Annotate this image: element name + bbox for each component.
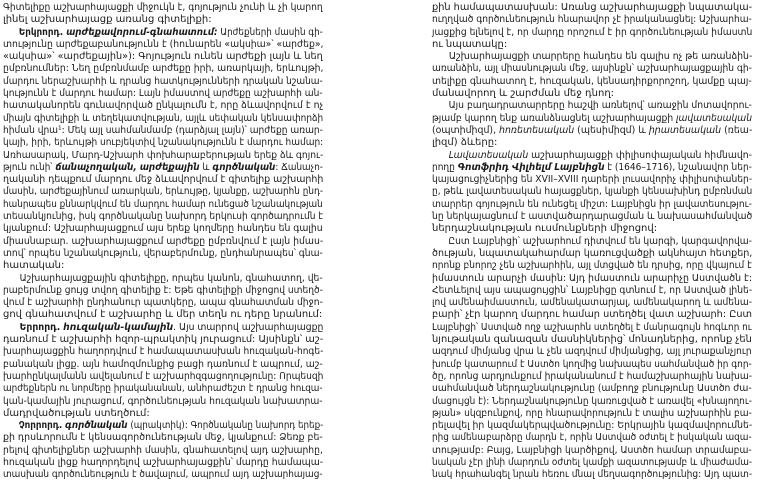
emphasized-text: լավատեսական	[676, 112, 753, 124]
text-run: և	[199, 161, 213, 173]
text-run: Առհասարակ, Մարդ-Աշխարհ փոխհարաբերության երեք ձև գոյու-	[3, 149, 324, 161]
text-line	[432, 395, 752, 408]
text-line	[3, 309, 323, 321]
text-line	[3, 395, 323, 408]
text-line	[3, 38, 324, 51]
text-run: «ակսիա»՝ «արժեքային»): Գոյություն ունեն արժեքի լայն և նեղ	[3, 51, 323, 63]
text-run: հատականորեն գունավորված ընկալումն է, որը ձևավորվում է ոչ	[3, 100, 324, 112]
text-run: հուզական լիցք հաղորդելով աշխարհայացքին՝ մարդը համապա-	[3, 456, 324, 468]
text-run: . Այս տարրով աշխարհայացքը	[173, 321, 324, 333]
text-line	[3, 235, 324, 248]
text-line	[3, 211, 324, 223]
text-line	[432, 174, 753, 186]
text-line	[432, 26, 753, 39]
text-run: րողը	[432, 161, 458, 173]
emphasized-text: հոռետեսական	[499, 124, 575, 136]
text-line	[432, 284, 753, 297]
text-run: րելով գիտելիքներ աշխարհի մասին, գնահատելով այդ աշխարհը,	[3, 444, 323, 456]
emphasized-text: Լավատեսական	[448, 149, 529, 161]
right-text-column	[432, 2, 752, 482]
text-line	[3, 432, 323, 444]
text-line	[432, 321, 752, 334]
text-run: ը, թեև լավատեսական հայացքներ, կյանքի կենսախինդ ըմբռնման	[432, 186, 753, 198]
text-run: միասնաբար. աշխարհայացքում արժեքը ըմբռնվում է լայն իմաս-	[3, 235, 324, 247]
text-run: մանավորող և շարժման մեջ դնող:	[432, 88, 615, 100]
text-line	[3, 260, 323, 272]
text-run: տեսանկյունից, իսկ գործնականը նախորդ երկուսի գործադրումն է	[3, 211, 324, 223]
text-line	[432, 2, 753, 14]
text-line	[3, 161, 323, 174]
text-run: հանրապես քննարկվում են մարդու համար ունեցած նշանակության	[3, 198, 323, 210]
text-line	[432, 432, 752, 444]
text-run: լիզմ) ձևերը:	[432, 137, 498, 149]
text-run: (օպտիմիզմ),	[432, 124, 500, 136]
emphasized-text: իրատեսական	[648, 124, 722, 136]
text-run: րաբերմունք ցույց տվող գիտելիք է: Եթե գիտելիքի միջոցով ստեղծ-	[3, 284, 323, 296]
emphasized-text: Գոտֆրիդ Վիլհելմ Լայբնիցն	[457, 161, 605, 173]
text-run: մասին, արժեքայինում առարկան, երևույթը, կյանքը, աշխարհն ընդ-	[3, 186, 324, 198]
text-run: Այս բաղադրատարրերը հաշվի առնելով՝ առաջին մոտավորու-	[448, 100, 752, 112]
text-run: քին համապատասխան: Առանց աշխարհայացքի նպատակա-	[432, 2, 753, 13]
text-run: աշխարհայացքի փիլիսոփայական հիմնավո-	[528, 149, 752, 161]
text-line	[3, 75, 323, 88]
text-line	[432, 124, 753, 137]
text-line	[432, 370, 753, 383]
text-run: խարհայացքին հաղորդվում է համապատասխան հուզական-հոգե-	[3, 346, 324, 358]
text-run: ծության, նպատակահարմար կառուցվածքի ակնհայտ հետքեր,	[432, 247, 753, 259]
text-line	[3, 456, 324, 469]
text-line	[432, 297, 753, 309]
text-run: Ըստ Լայբնիցի՝ աշխարհում դիտվում են կարգի, կարգավորվա-	[448, 235, 752, 247]
text-run: նյութական զանազան մասնիկներից՝ մոնադներից, որոնք չեն	[432, 334, 752, 346]
left-text-column	[3, 2, 323, 482]
text-line	[432, 420, 753, 432]
text-run: յացքից ելնելով է, որ մարդը որոշում է իր գործունեության իմաստն	[432, 26, 753, 38]
text-run: բանական լիցք. այն համոզմունքից բացի դառնում է ապրում, աշ-	[3, 358, 323, 370]
text-line	[432, 260, 752, 272]
text-run: Արժեքների մասին գի-	[217, 26, 323, 38]
text-line	[432, 309, 752, 321]
text-run: նը ներկայացնում է աստվածարդարացման և նախասահմանված	[432, 211, 753, 223]
emphasized-text: հուզական-կամային	[63, 321, 174, 333]
text-run: բարի՝ չէր կարող մարդու համար ստեղծել վատ աշխարհ: Ըստ	[432, 309, 752, 321]
text-line	[432, 75, 752, 88]
emphasized-text: Երրորդ.	[19, 321, 61, 333]
text-line	[3, 112, 324, 125]
emphasized-text: գործնական	[65, 420, 128, 432]
text-line	[432, 198, 752, 211]
text-run: իմաստուն արարչի մասին: Այդ իմաստուն արարիչը Աստվածն է:	[432, 272, 753, 284]
text-line	[432, 383, 752, 395]
text-run: նական չէր լինի մարդուն օժտել կամքի ազատությամբ և միաժամա-	[432, 456, 753, 468]
text-line	[432, 186, 753, 198]
text-line	[432, 14, 752, 26]
text-line	[3, 420, 324, 432]
text-run: տարրեր գոյություն են ունեցել միշտ: Լայբնիցն իր լավատեսությու-	[432, 198, 752, 210]
text-line	[3, 469, 323, 481]
text-line	[3, 223, 323, 235]
text-run: մադրվածության ստեղծում:	[3, 407, 150, 419]
text-line	[432, 247, 753, 260]
text-run: մացույցն է): Ներդաշնակությունը կառուցված է առավել «խնայողու-	[432, 395, 752, 407]
text-run: է (1646–1716), նշանավոր ներ-	[604, 161, 752, 173]
text-run: ու նպատակը:	[432, 38, 508, 50]
text-run: տով՝ որպես նշանակություն, վերաբերմունք, ընդհանրապես՝ գնա-	[3, 247, 323, 259]
text-line	[3, 100, 324, 112]
emphasized-text: ճանաչողական, արժեքային	[55, 161, 200, 173]
text-line	[3, 26, 323, 39]
text-line	[3, 124, 323, 137]
text-run: ազդում միմյանց վրա և չեն ազդվում միմյանցից, այլ յուրաքանչյուր	[432, 346, 752, 358]
text-line	[432, 272, 753, 285]
text-run: խարհընկալմանն ավելանում է աշխարհզգացողությունը: Որպեսզի	[3, 370, 324, 382]
text-run: լինել աշխարհայացք առանց գիտելիքի:	[3, 14, 212, 26]
text-run: տելիքը գնահատող է, հուզական, կենսադիրքորոշող, կամքը պայ-	[432, 75, 752, 87]
text-run: Լայբնիցի՝ Աստված ողջ աշխարհն ստեղծել է մանրագույն հոգևոր ու	[432, 321, 752, 333]
text-run: նակ հրահանգել նրան հեռու մնալ մեղսագործությունից: Այդ պատ-	[432, 469, 753, 481]
text-line	[432, 100, 752, 112]
emphasized-text: արժեքավորում-գնահատում:	[63, 26, 218, 38]
text-line	[3, 321, 324, 334]
text-line	[3, 444, 323, 457]
text-run: կայի, իրի, երևույթի սուբյեկտիվ նշանակությունն է մարդու համար:	[3, 137, 324, 149]
text-line	[432, 149, 752, 162]
text-run: ներդաշնակության ուսմունքների միջոցով:	[432, 223, 658, 235]
text-run: հատական:	[3, 260, 65, 272]
text-line	[432, 469, 753, 481]
text-run: լով ամենաիմաստուն, ամենակատարյալ, ամենակարող և ամենա-	[432, 297, 753, 309]
text-run: ծը, որոնց արդյունքում իրականանում է համաշխարհային նախա-	[432, 370, 753, 382]
text-run: կյանքում: Աշխարհայացքում այս երեք կողմերը հանդես են գալիս	[3, 223, 323, 235]
text-line	[3, 358, 323, 371]
text-run: թյամբ կարող ենք առանձնացնել աշխարհայացքի	[432, 112, 677, 124]
text-run: քի դրսևորումն է կենսագործունեության մեջ, կյանքում: Ձեռք բե-	[3, 432, 323, 444]
text-run: կան-կամային յուրացում, գործունեության հուզական նախատրա-	[3, 395, 323, 407]
text-run: թյուն ունի՝	[3, 161, 56, 173]
text-run: դառնում է աշխարհի հզոր-պրակտիկ յուրացում: Այսինքն՝ աշ-	[3, 334, 324, 346]
text-run: տությունը արժեքաբանությունն է (հունարեն «ակսիա»՝ «արժեք»,	[3, 38, 324, 50]
text-line	[3, 334, 324, 346]
text-run: Աշխարհայացքային գիտելիքը, որպես կանոն, գնահատող, վե-	[19, 272, 323, 284]
text-line	[3, 186, 324, 198]
emphasized-text: գործնական	[212, 161, 276, 173]
emphasized-text: Չորրորդ.	[18, 420, 63, 432]
text-run: կայացուցիչներից են XVII–XVIII դարերի լուսավորիչ փիլիսոփաներ-	[432, 174, 753, 186]
text-run: կությունն է մարդու համար: Լայն իմաստով արժեքը աշխարհի ան-	[3, 88, 323, 100]
text-run: թյան» սկզբունքով, որը հնարավորություն է տալիս աշխարհին բա-	[432, 407, 752, 419]
text-run: տասխան գործունեություն է ծավալում, ապրում այդ աշխարհայաց-	[3, 469, 323, 481]
text-line	[3, 272, 323, 285]
text-line	[432, 112, 753, 125]
text-run: Աշխարհայացքի տարրերը հանդես են գալիս ոչ թե առանձին-	[448, 51, 753, 63]
text-run: խումբ կատարում է Աստծո կողմից նախապես սահմանված իր գոր-	[432, 358, 752, 370]
text-line	[432, 456, 753, 469]
text-line	[3, 63, 324, 75]
text-line	[432, 444, 752, 457]
text-run: ըմբռնումներ: Նեղ ըմբռնմամբ արժեքը իրի, առարկայի, երևույթի,	[3, 63, 324, 75]
text-run: սահմանված ներդաշնակությունը (ամբողջ բնությունը Աստծո ժա-	[432, 383, 752, 395]
emphasized-text: Երկրորդ.	[18, 26, 64, 38]
text-run: առանձին, այլ միասնության մեջ, այսինքն՝ աշխարհայացքային գի-	[432, 63, 752, 75]
text-run: ցով գնահատվում է աշխարհը և մեր տեղն ու դերը նրանում:	[3, 309, 323, 321]
text-line	[3, 137, 324, 149]
text-line	[3, 284, 323, 297]
text-run: (պրակտիկ): Գործնականը նախորդ երեք-	[127, 420, 324, 432]
text-run: որոնք բնորոշ չեն աշխարհին, այլ մտցված են դրսից, որը վկայում է	[432, 260, 752, 272]
text-line	[432, 407, 752, 420]
text-line	[3, 370, 324, 383]
text-line	[3, 2, 323, 14]
text-line	[3, 346, 324, 358]
text-line	[3, 149, 324, 162]
text-line	[432, 223, 752, 235]
text-run: միայն գիտելիքի և տեղեկատվության, այլև սեփական կենսափորձի	[3, 112, 324, 124]
text-line	[432, 39, 752, 51]
text-line	[432, 161, 752, 174]
text-run: : Ճանաչո-	[275, 161, 323, 173]
text-line	[432, 358, 752, 371]
text-run: րից ամենաբարձրը մարդն է, որին Աստված օժտել է իսկական ազա-	[432, 432, 752, 444]
text-line	[3, 174, 324, 186]
text-line	[432, 51, 753, 63]
text-line	[3, 247, 323, 260]
text-line	[3, 198, 323, 211]
text-line	[432, 235, 752, 248]
text-line	[432, 88, 752, 100]
text-line	[3, 88, 323, 100]
text-run: Գիտելիքը աշխարհայացքի միջուկն է, գոյություն չունի և չի կարող	[3, 2, 323, 13]
text-line	[3, 383, 323, 395]
text-line	[432, 137, 752, 149]
text-run: (ռեա-	[721, 124, 753, 136]
text-run: րելավել իր կազմակերպվածությունը: Երկրային կազմավորումնե-	[432, 420, 753, 432]
text-run: արժեքներն ու նորմերը իրականանան, անհրաժեշտ է դրանց հուզա-	[3, 383, 323, 395]
text-run: (պեսիմիզմ) և	[574, 124, 649, 136]
text-line	[432, 346, 752, 358]
text-line	[3, 408, 323, 420]
text-line	[432, 334, 752, 346]
text-run: մարդու ներաշխարհի և դրանց հատկությունների դրական նշանա-	[3, 75, 323, 87]
text-run: տությամբ: Բայց, Լայբնիցի կարծիքով, Աստծո համար տրամաբա-	[432, 444, 752, 456]
text-run: վում է աշխարհի ընդհանուր պատկերը, ապա գնահատման միջո-	[3, 297, 323, 309]
text-run: ուղղված գործունեություն հնարավոր չէ իրականացնել: Աշխարհա-	[432, 14, 752, 26]
text-line	[432, 63, 752, 75]
text-line	[3, 14, 323, 26]
text-run: հիման վրա¹: Մեկ այլ սահմանմամբ (դարձյալ լայն)՝ արժեքը առար-	[3, 124, 323, 136]
text-run: ղականի դեպքում մարդու մեջ ձևավորվում է գիտելիք աշխարհի	[3, 174, 324, 186]
text-line	[3, 297, 323, 309]
text-line	[3, 51, 323, 63]
text-line	[432, 211, 753, 223]
text-run: Հետևելով այս ապացույցին՝ Լայբնիցը գտնում է, որ Աստված լինե-	[432, 284, 753, 296]
